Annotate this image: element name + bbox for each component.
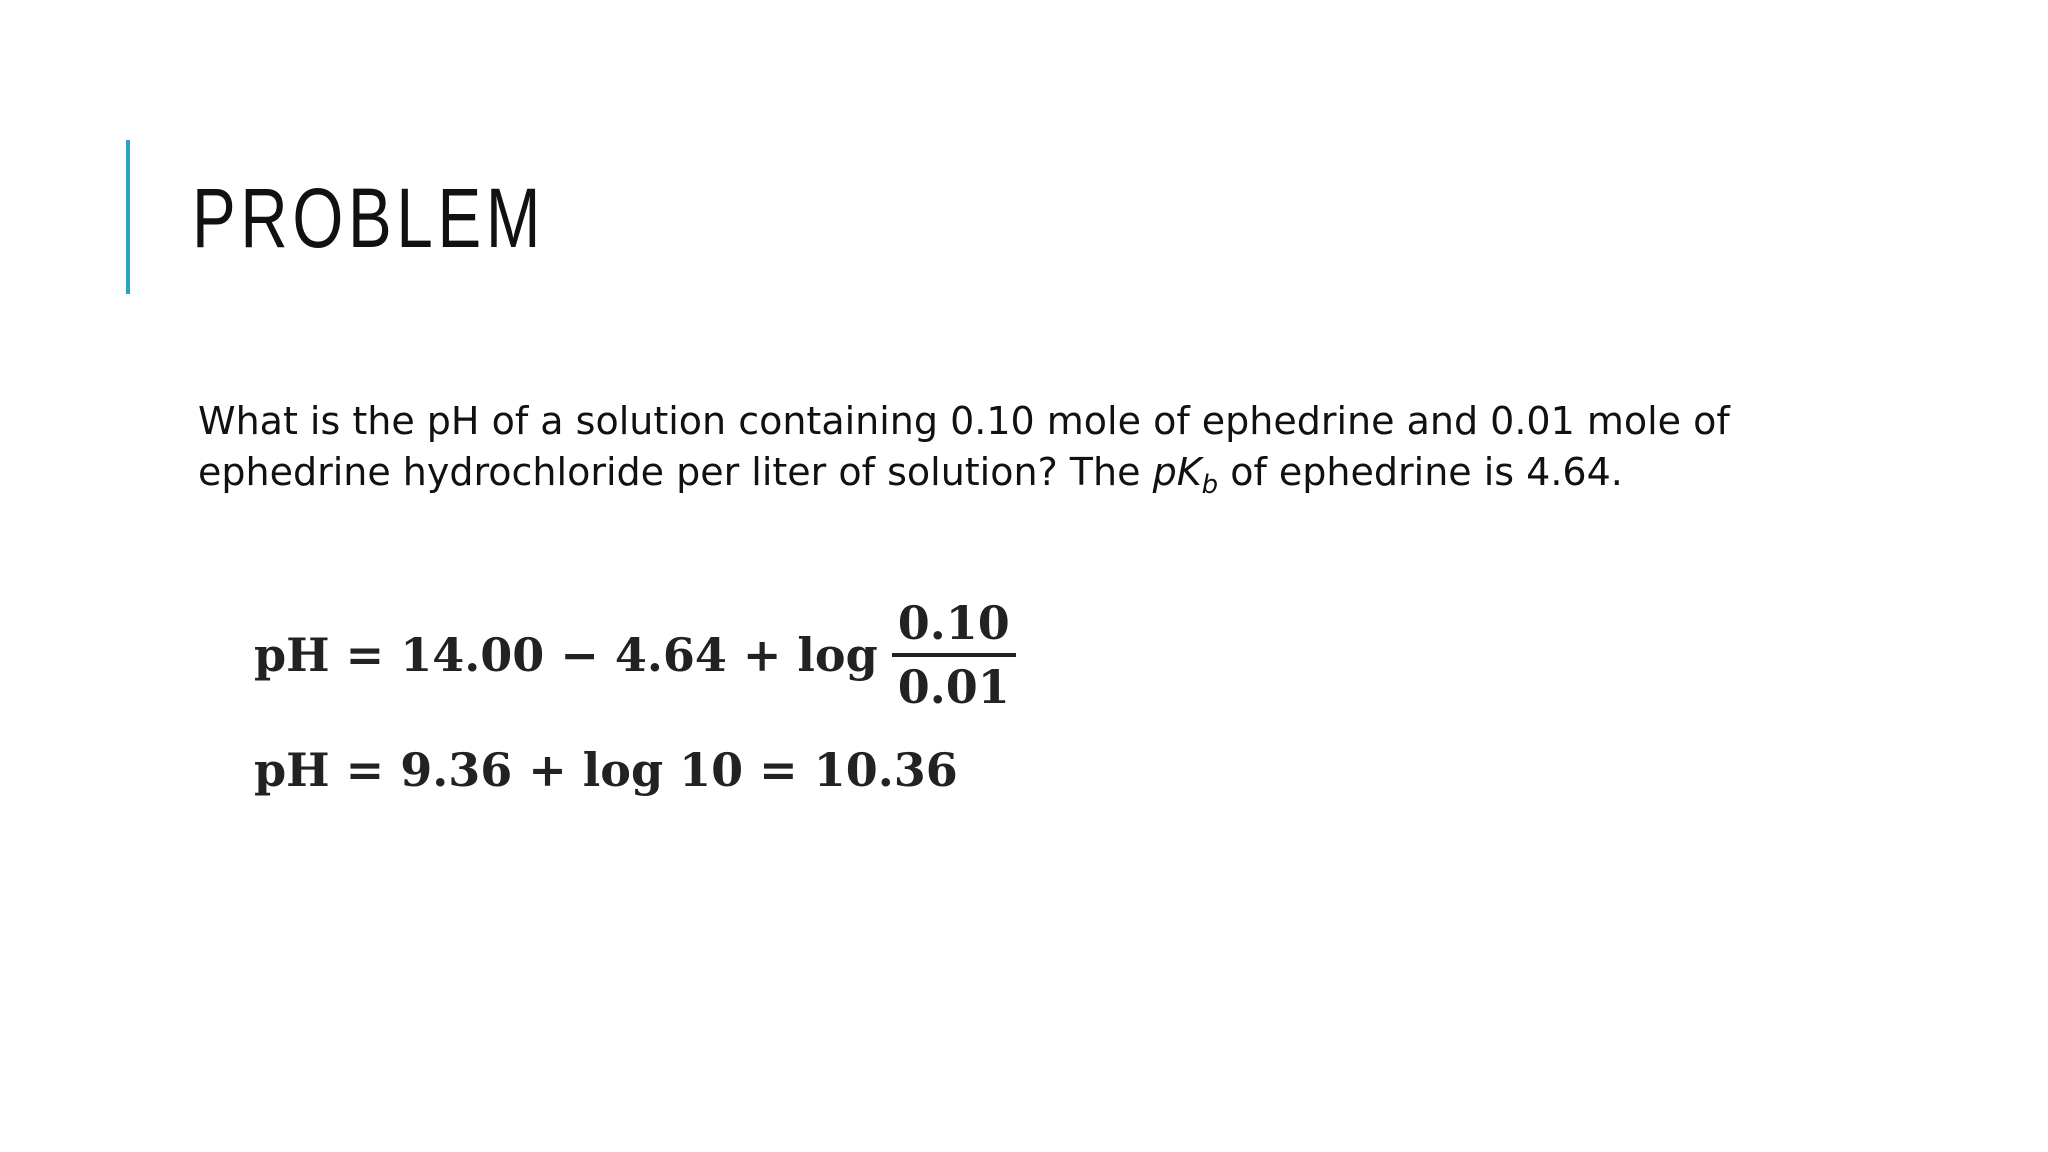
fraction-numerator: 0.10: [892, 597, 1016, 657]
pkb-symbol: pK: [1152, 450, 1202, 494]
equation-2: [254, 740, 958, 800]
question-line-2-end: of ephedrine is 4.64.: [1218, 450, 1623, 494]
problem-question: [198, 396, 1838, 498]
equation-1: [254, 590, 1016, 720]
question-line-1: What is the pH of a solution containing 0.10 mole of ephedrine and 0.01 mole of: [198, 399, 1730, 443]
equation-2-text: pH = 9.36 + log 10 = 10.36: [254, 743, 958, 797]
question-line-2: [198, 447, 1838, 498]
fraction-denominator: 0.01: [897, 660, 1010, 714]
slide-title: PROBLEM: [192, 171, 546, 265]
equation-1-lhs: pH = 14.00 − 4.64 + log: [254, 628, 878, 682]
log-fraction: [892, 597, 1016, 713]
pkb-subscript: b: [1201, 470, 1219, 500]
title-accent-bar: [126, 140, 130, 294]
question-line-2-start: ephedrine hydrochloride per liter of solution? The: [198, 450, 1153, 494]
